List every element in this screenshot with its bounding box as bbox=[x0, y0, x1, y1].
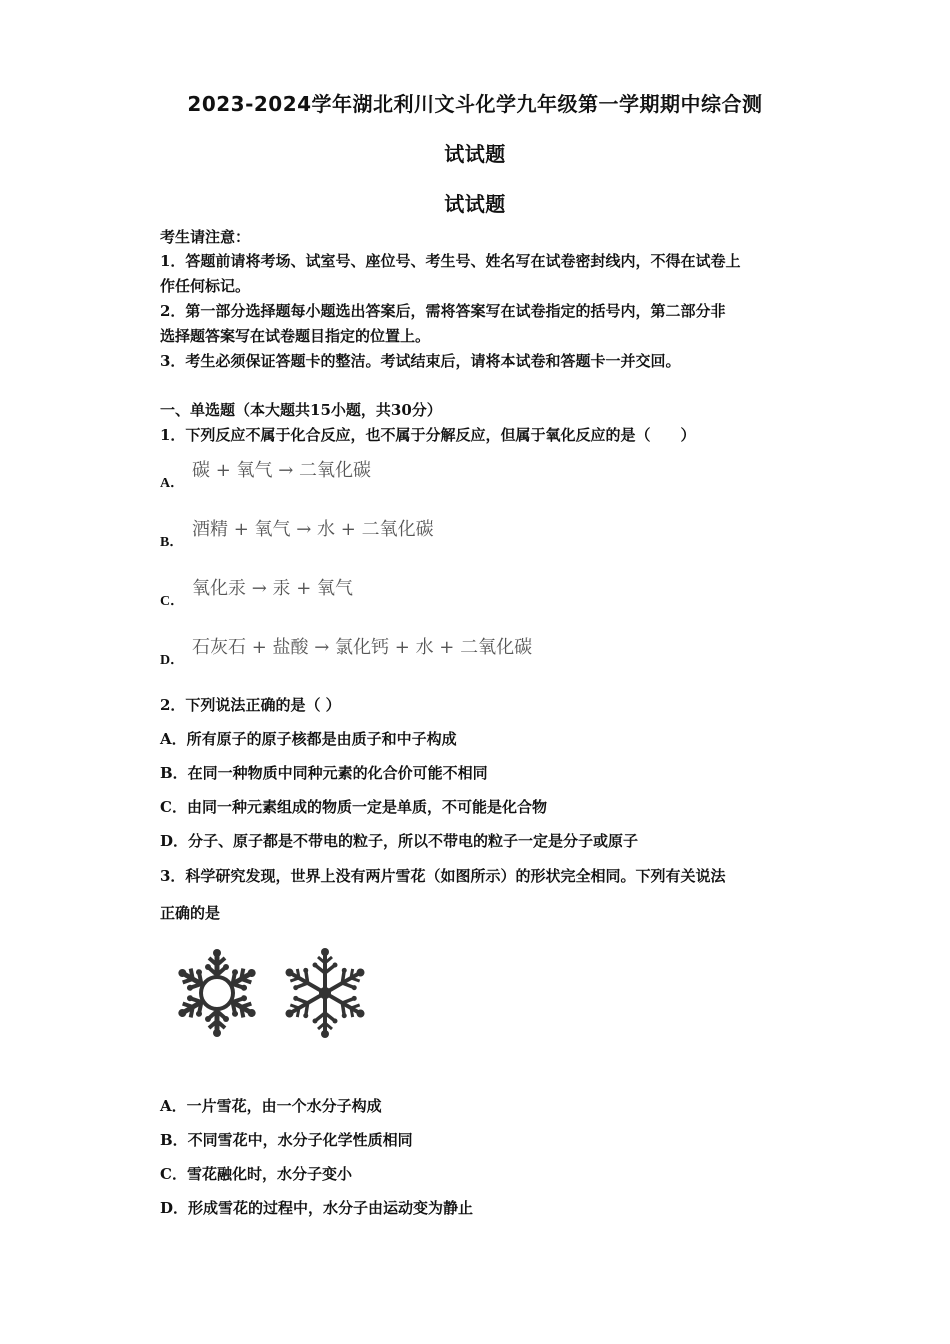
q1-option-c-letter: C． bbox=[160, 594, 185, 609]
notice-item-1b: 作任何标记。 bbox=[160, 277, 251, 295]
q1-option-c-formula: 氧化汞 → 汞 + 氧气 bbox=[192, 578, 354, 599]
snowflakes-figure bbox=[165, 935, 380, 1050]
q2-option-a: A．所有原子的原子核都是由质子和中子构成 bbox=[160, 730, 457, 748]
q1-option-b-formula: 酒精 + 氧气 → 水 + 二氧化碳 bbox=[192, 519, 434, 540]
notice-item-3: 3．考生必须保证答题卡的整洁。考试结束后，请将本试卷和答题卡一并交回。 bbox=[160, 352, 681, 370]
q2-option-c: C．由同一种元素组成的物质一定是单质，不可能是化合物 bbox=[160, 798, 547, 816]
q1-option-a-letter: A． bbox=[160, 476, 185, 491]
exam-title-line2: 试试题 bbox=[444, 142, 506, 166]
exam-title-line1: 2023-2024学年湖北利川文斗化学九年级第一学期期中综合测 bbox=[187, 92, 763, 116]
q3-option-a: A．一片雪花，由一个水分子构成 bbox=[160, 1097, 382, 1115]
snowflake-right bbox=[280, 948, 370, 1038]
question-1-stem: 1．下列反应不属于化合反应，也不属于分解反应，但属于氧化反应的是（ ） bbox=[160, 426, 696, 444]
notice-heading: 考生请注意： bbox=[160, 228, 251, 246]
section-heading: 一、单选题（本大题共15小题，共30分） bbox=[160, 401, 442, 419]
q3-option-d: D．形成雪花的过程中，水分子由运动变为静止 bbox=[160, 1199, 474, 1217]
q1-option-d-formula: 石灰石 + 盐酸 → 氯化钙 + 水 + 二氧化碳 bbox=[192, 637, 533, 658]
notice-item-2a: 2．第一部分选择题每小题选出答案后，需将答案写在试卷指定的括号内，第二部分非 bbox=[160, 302, 726, 320]
q1-option-b-letter: B． bbox=[160, 535, 184, 550]
notice-item-1a: 1．答题前请将考场、试室号、座位号、考生号、姓名写在试卷密封线内，不得在试卷上 bbox=[160, 252, 741, 270]
q2-option-d: D．分子、原子都是不带电的粒子，所以不带电的粒子一定是分子或原子 bbox=[160, 832, 639, 850]
question-2-stem: 2．下列说法正确的是（ ） bbox=[160, 696, 341, 714]
q1-option-d-letter: D． bbox=[160, 653, 185, 668]
exam-title-line3: 试试题 bbox=[444, 192, 506, 216]
notice-item-2b: 选择题答案写在试卷题目指定的位置上。 bbox=[160, 327, 431, 345]
question-3-stem-b: 正确的是 bbox=[160, 904, 221, 922]
q3-option-b: B．不同雪花中，水分子化学性质相同 bbox=[160, 1131, 413, 1149]
q2-option-b: B．在同一种物质中同种元素的化合价可能不相同 bbox=[160, 764, 488, 782]
q1-option-a-formula: 碳 + 氧气 → 二氧化碳 bbox=[192, 460, 372, 481]
snowflake-left bbox=[173, 949, 261, 1037]
question-3-stem-a: 3．科学研究发现，世界上没有两片雪花（如图所示）的形状完全相同。下列有关说法 bbox=[160, 867, 726, 885]
q3-option-c: C．雪花融化时，水分子变小 bbox=[160, 1165, 352, 1183]
